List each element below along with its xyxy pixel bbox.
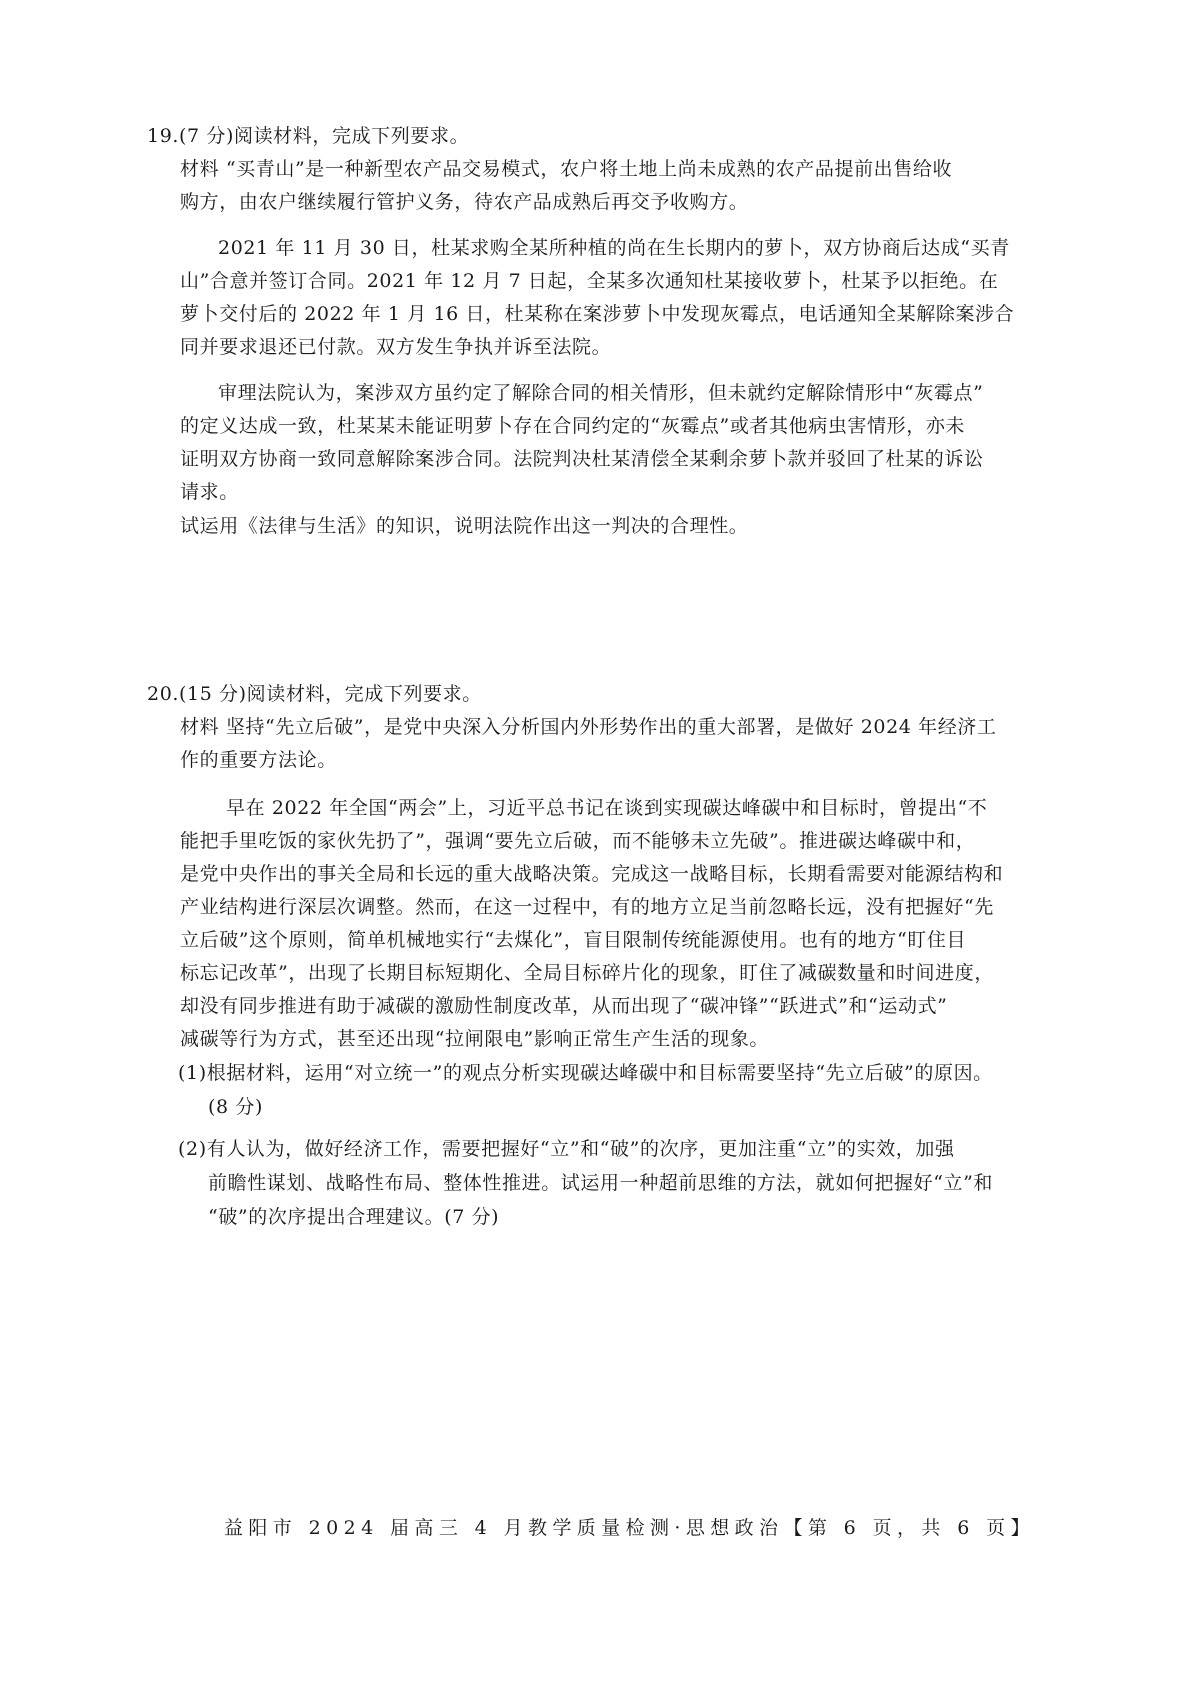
q20-title: 20.(15 分)阅读材料，完成下列要求。: [147, 683, 482, 705]
q19-material-line: 审理法院认为，案涉双方虽约定了解除合同的相关情形，但未就约定解除情形中“灰霉点”: [218, 382, 984, 404]
q20-sub1-score: (8 分): [208, 1096, 263, 1118]
q20-sub2: (2)有人认为，做好经济工作，需要把握好“立”和“破”的次序，更加注重“立”的实效，加强: [178, 1138, 955, 1160]
q20-material-line: 产业结构进行深层次调整。然而，在这一过程中，有的地方立足当前忽略长远，没有把握好“先: [180, 896, 994, 918]
q19-material-line: 山”合意并签订合同。2021 年 12 月 7 日起，全某多次通知杜某接收萝卜，杜某予以拒绝。在: [180, 270, 999, 292]
q20-material-line: 减碳等行为方式，甚至还出现“拉闸限电”影响正常生产生活的现象。: [180, 1028, 770, 1050]
q20-material-line: 材料 坚持“先立后破”，是党中央深入分析国内外形势作出的重大部署，是做好 2024 年经济工: [180, 716, 997, 738]
q20-material-line: 早在 2022 年全国“两会”上，习近平总书记在谈到实现碳达峰碳中和目标时，曾提出“不: [226, 797, 988, 819]
page-footer: 益阳市 2024 届高三 4 月教学质量检测·思想政治【第 6 页，共 6 页】: [224, 1517, 1035, 1539]
q20-material-line: 能把手里吃饭的家伙先扔了”，强调“要先立后破，而不能够未立先破”。推进碳达峰碳中和，: [180, 830, 976, 852]
q19-material-line: 购方，由农户继续履行管护义务，待农产品成熟后再交予收购方。: [180, 191, 749, 213]
q19-material-line: 请求。: [180, 481, 239, 503]
q19-title: 19.(7 分)阅读材料，完成下列要求。: [147, 125, 470, 147]
q19-material-line: 同并要求退还已付款。双方发生争执并诉至法院。: [180, 336, 612, 358]
q19-question: 试运用《法律与生活》的知识，说明法院作出这一判决的合理性。: [180, 515, 749, 537]
q20-material-line: 立后破”这个原则，简单机械地实行“去煤化”，盲目限制传统能源使用。也有的地方“盯住目: [180, 929, 967, 951]
q20-material-line: 却没有同步推进有助于减碳的激励性制度改革，从而出现了“碳冲锋”“跃进式”和“运动式”: [180, 995, 948, 1017]
q19-material-line: 证明双方协商一致同意解除案涉合同。法院判决杜某清偿全某剩余萝卜款并驳回了杜某的诉讼: [180, 448, 984, 470]
q20-sub2-line: “破”的次序提出合理建议。(7 分): [208, 1206, 500, 1228]
q20-sub2-line: 前瞻性谋划、战略性布局、整体性推进。试运用一种超前思维的方法，就如何把握好“立”和: [208, 1172, 994, 1194]
q20-sub1: (1)根据材料，运用“对立统一”的观点分析实现碳达峰碳中和目标需要坚持“先立后破”的原因。: [178, 1062, 993, 1084]
q20-material-line: 标忘记改革”，出现了长期目标短期化、全局目标碎片化的现象，盯住了减碳数量和时间进度，: [180, 962, 994, 984]
q19-material-line: 2021 年 11 月 30 日，杜某求购全某所种植的尚在生长期内的萝卜，双方协商后达成“买青: [218, 237, 1010, 259]
q19-material-line: 萝卜交付后的 2022 年 1 月 16 日，杜某称在案涉萝卜中发现灰霉点，电话通知全某解除案涉合: [180, 303, 1015, 325]
q20-material-line: 是党中央作出的事关全局和长远的重大战略决策。完成这一战略目标，长期看需要对能源结构和: [180, 863, 1004, 885]
q20-material-line: 作的重要方法论。: [180, 749, 337, 771]
q19-material-line: 材料 “买青山”是一种新型农产品交易模式，农户将土地上尚未成熟的农产品提前出售给收: [180, 158, 953, 180]
q19-material-line: 的定义达成一致，杜某某未能证明萝卜存在合同约定的“灰霉点”或者其他病虫害情形，亦未: [180, 415, 966, 437]
